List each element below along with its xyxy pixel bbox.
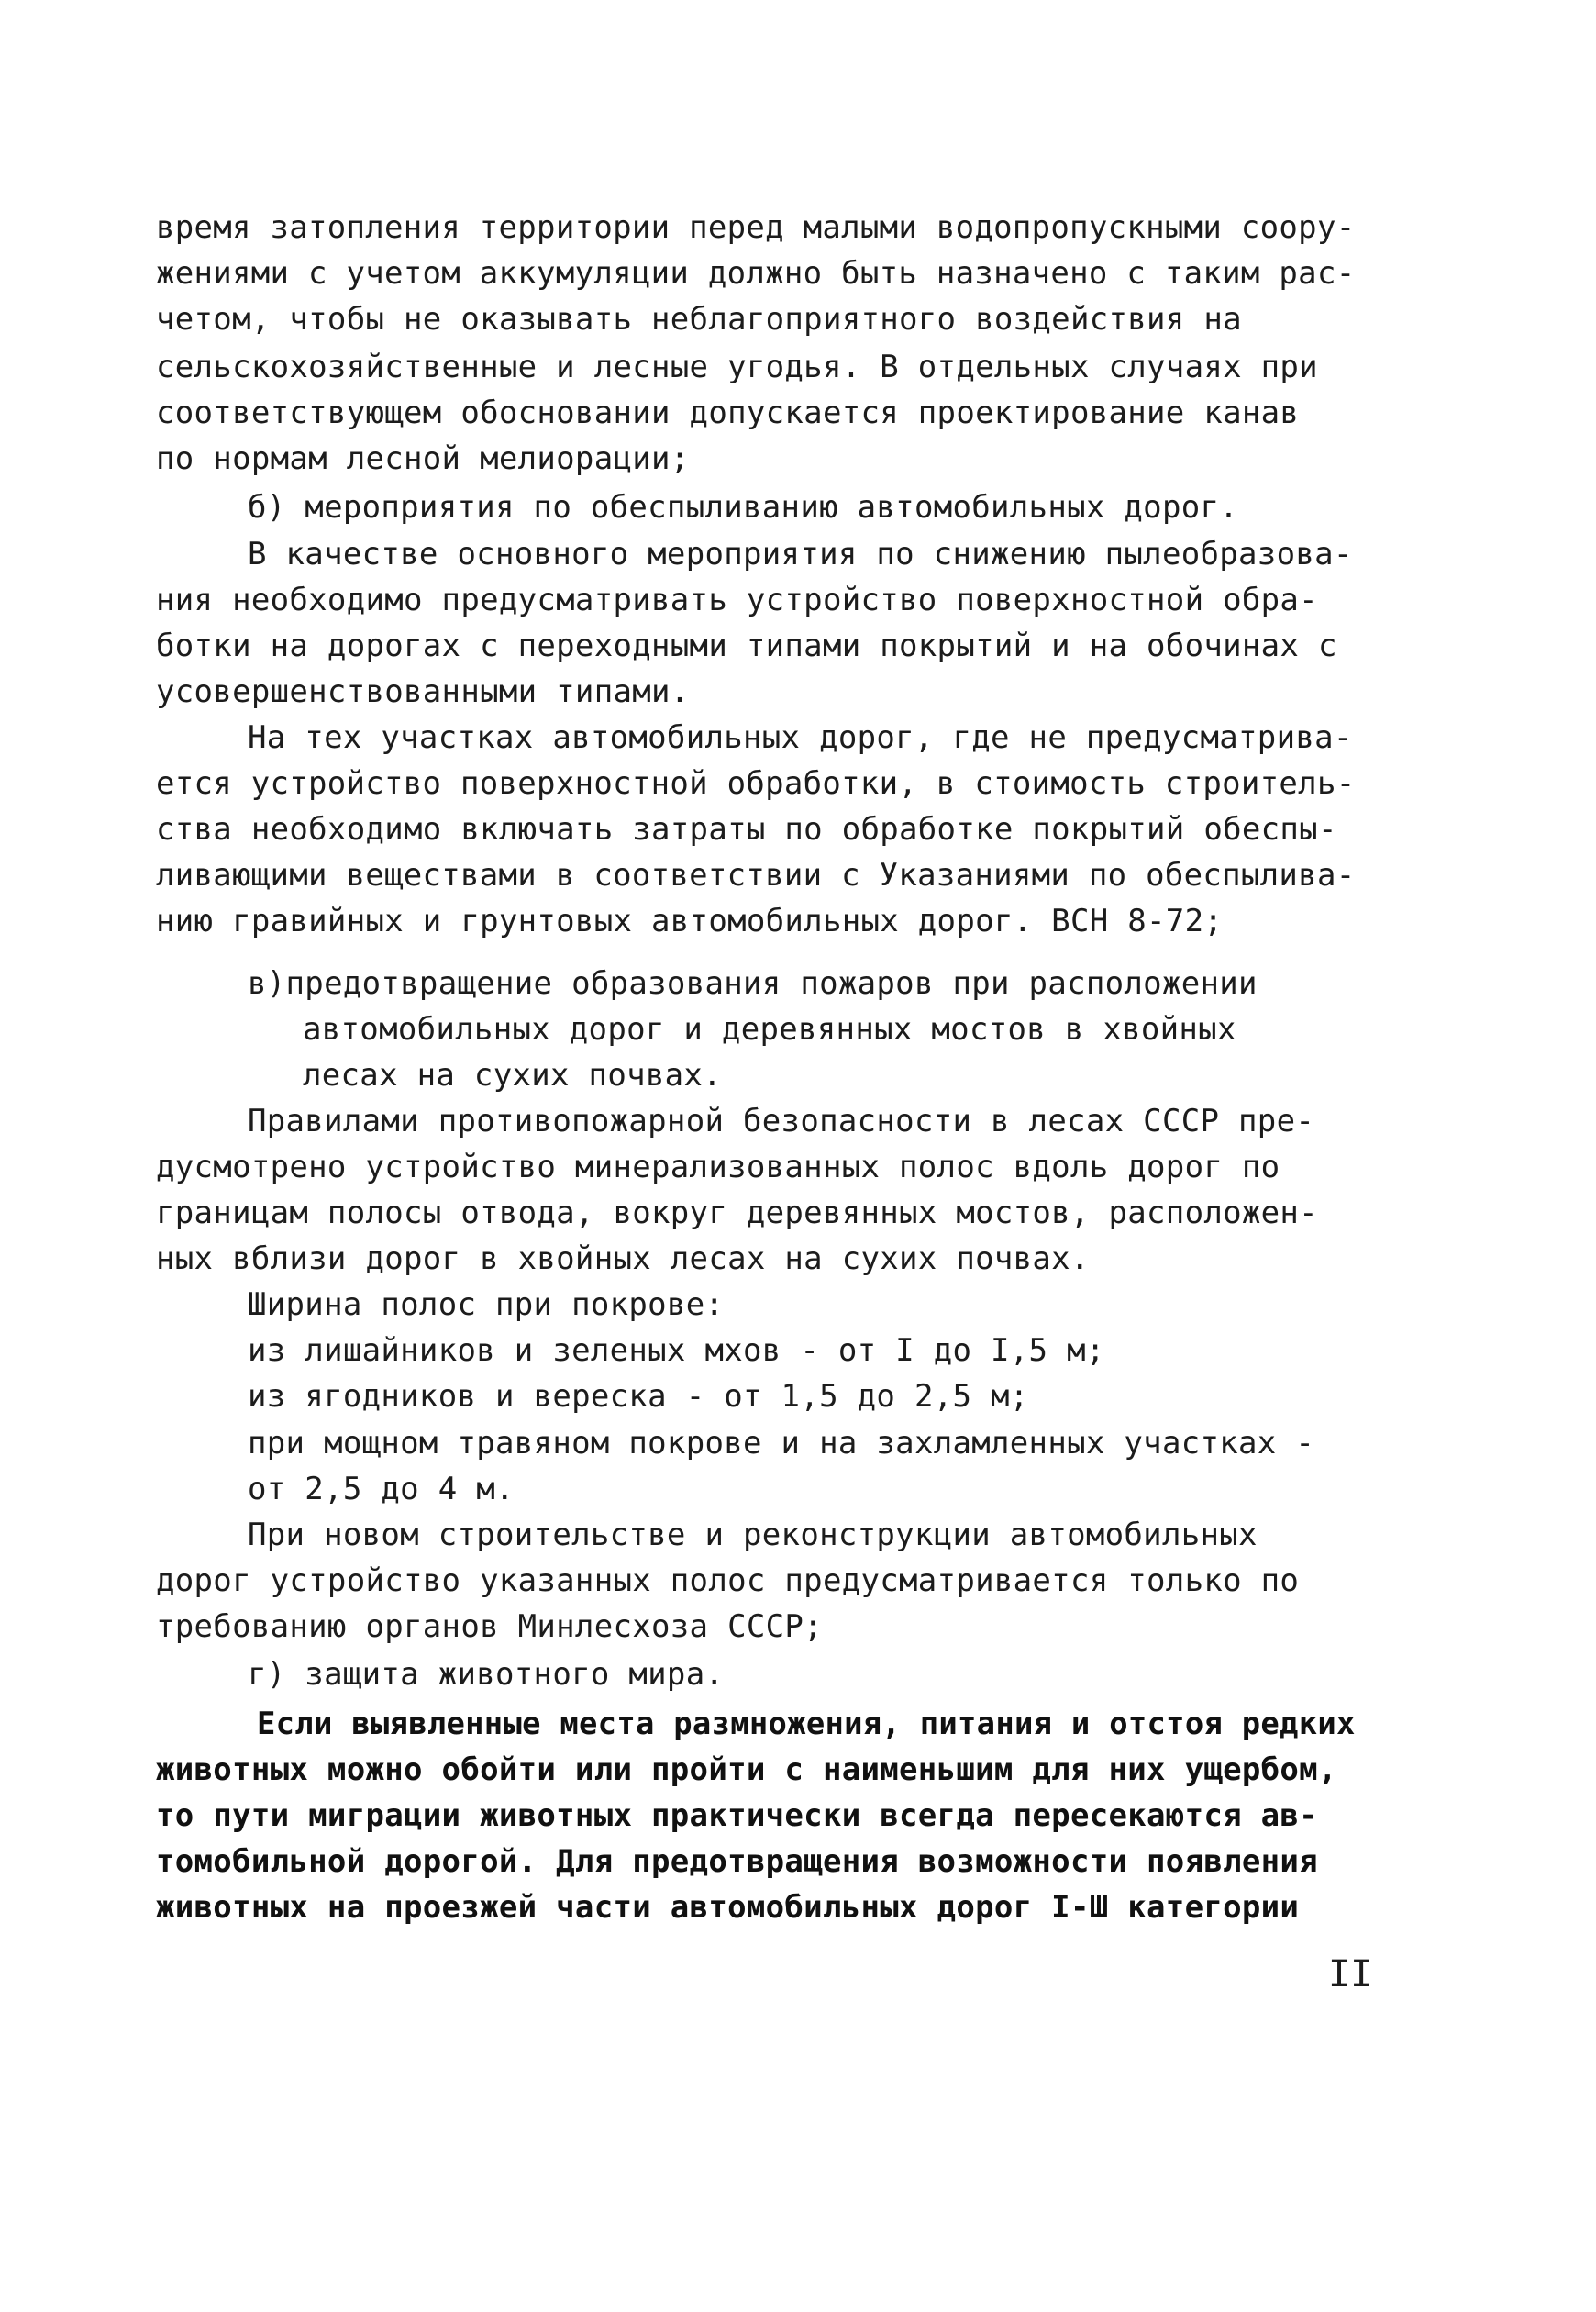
text-line: б) мероприятия по обеспыливанию автомобильных дорог.: [248, 489, 1239, 526]
text-line: ется устройство поверхностной обработки, в стоимость строитель-: [156, 765, 1356, 802]
text-line: ния необходимо предусматривать устройство поверхностной обра-: [156, 582, 1318, 618]
page-number: II: [1328, 1953, 1373, 1995]
text-line: На тех участках автомобильных дорог, где не предусматрива-: [248, 719, 1353, 756]
text-line: нию гравийных и грунтовых автомобильных дорог. ВСН 8-72;: [156, 903, 1224, 939]
text-line: лесах на сухих почвах.: [303, 1057, 722, 1094]
text-line: границам полосы отвода, вокруг деревянных мостов, расположен-: [156, 1195, 1318, 1231]
text-line: Если выявленные места размножения, питания и отстоя редких: [257, 1706, 1356, 1742]
text-line: г) защита животного мира.: [248, 1656, 725, 1693]
text-line: ливающими веществами в соответствии с Указаниями по обеспылива-: [156, 857, 1356, 894]
text-line: время затопления территории перед малыми водопропускными соору-: [156, 209, 1356, 246]
text-line: При новом строительстве и реконструкции автомобильных: [248, 1517, 1258, 1553]
text-line: по нормам лесной мелиорации;: [156, 440, 690, 477]
text-line: ства необходимо включать затраты по обработке покрытий обеспы-: [156, 811, 1337, 848]
text-line: требованию органов Минлесхоза СССР;: [156, 1608, 823, 1645]
text-line: из ягодников и вереска - от 1,5 до 2,5 м;: [248, 1378, 1029, 1415]
text-line: при мощном травяном покрове и на захламленных участках -: [248, 1425, 1315, 1462]
text-line: дорог устройство указанных полос предусматривается только по: [156, 1562, 1300, 1599]
text-line: сельскохозяйственные и лесные угодья. В отдельных случаях при: [156, 349, 1318, 385]
text-line: в)предотвращение образования пожаров при расположении: [248, 965, 1258, 1002]
text-line: томобильной дорогой. Для предотвращения возможности появления: [156, 1843, 1318, 1880]
text-line: животных на проезжей части автомобильных дорог I-Ш категории: [156, 1889, 1300, 1926]
text-line: четом, чтобы не оказывать неблагоприятного воздействия на: [156, 301, 1242, 338]
text-line: В качестве основного мероприятия по снижению пылеобразова-: [248, 536, 1353, 572]
text-line: Правилами противопожарной безопасности в лесах СССР пре-: [248, 1103, 1315, 1139]
text-line: жениями с учетом аккумуляции должно быть назначено с таким рас-: [156, 255, 1356, 292]
text-line: автомобильных дорог и деревянных мостов в хвойных: [303, 1011, 1236, 1048]
text-line: усовершенствованными типами.: [156, 673, 690, 710]
text-line: ных вблизи дорог в хвойных лесах на сухих почвах.: [156, 1240, 1090, 1277]
text-line: ботки на дорогах с переходными типами покрытий и на обочинах с: [156, 628, 1337, 664]
text-line: соответствующем обосновании допускается проектирование канав: [156, 395, 1300, 431]
text-line: из лишайников и зеленых мхов - от I до I,5 м;: [248, 1332, 1105, 1369]
text-line: животных можно обойти или пройти с наименьшим для них ущербом,: [156, 1751, 1337, 1788]
text-line: Ширина полос при покрове:: [248, 1286, 725, 1323]
text-line: то пути миграции животных практически всегда пересекаются ав-: [156, 1797, 1318, 1834]
text-line: от 2,5 до 4 м.: [248, 1471, 515, 1507]
text-line: дусмотрено устройство минерализованных полос вдоль дорог по: [156, 1149, 1280, 1185]
